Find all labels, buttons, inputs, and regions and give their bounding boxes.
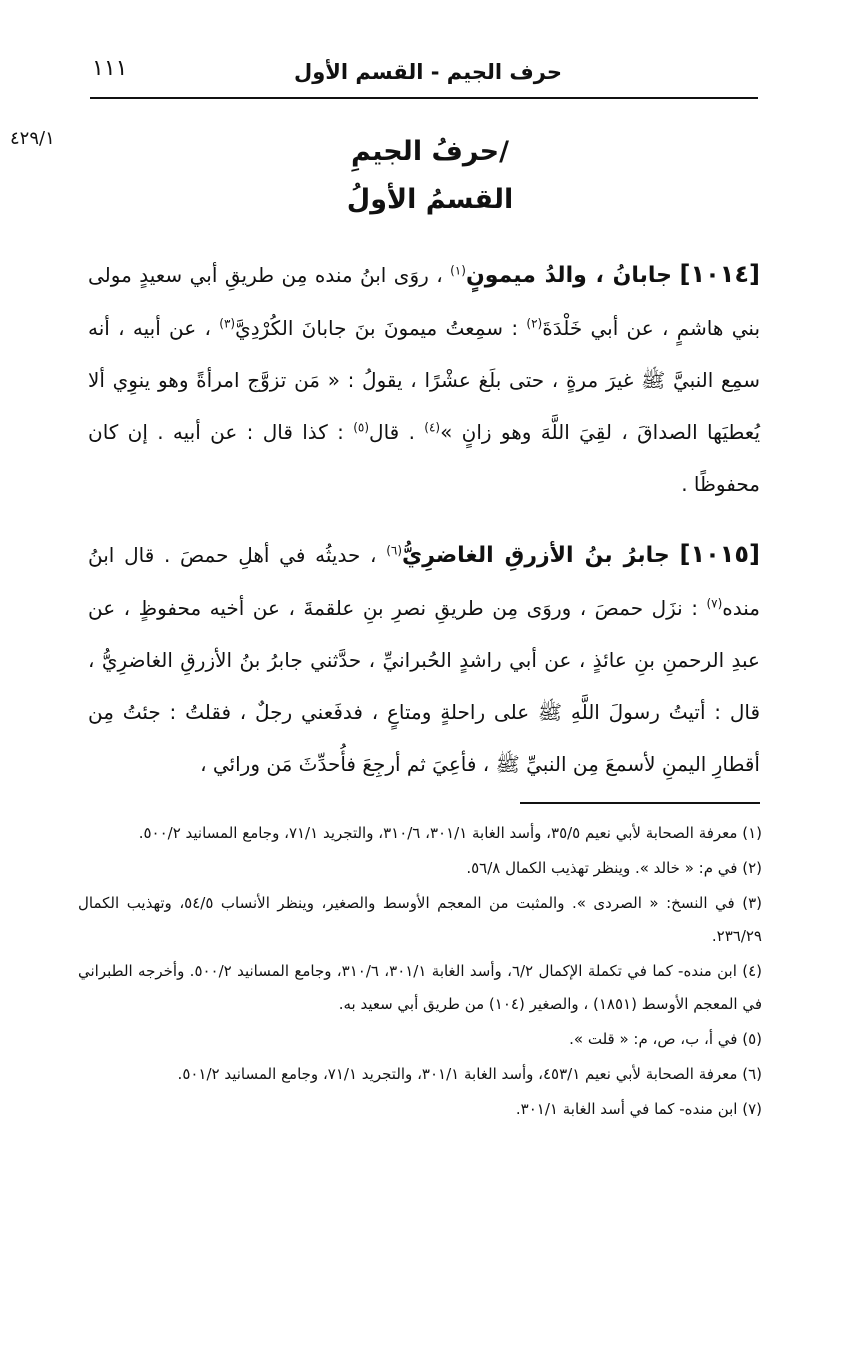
entry-text: . قال [369, 420, 415, 444]
footnote-1: (١) معرفة الصحابة لأبي نعيم ٣٥/٥، وأسد الغابة ٣٠١/١، ٣١٠/٦، والتجريد ٧١/١، وجامع المسانيد ٥٠٠/٢. [138, 824, 762, 842]
entry-text: ، روَى ابنُ منده مِن طريقِ أبي سعيدٍ مولى بني هاشمٍ ، عن أبي خَلْدَةَ [88, 263, 761, 340]
footnote-ref: (٧) [706, 596, 723, 611]
section-subtitle: القسمُ الأولُ [346, 184, 514, 215]
entry-number: [١٠١٥] [679, 540, 761, 568]
footnote-ref: (٦) [386, 543, 403, 558]
entry-text: ، عن أبيه ، أنه سمِع النبيَّ ﷺ غيرَ مرةٍ ، حتى بلَغ عشْرًا ، يقولُ : « مَن تزوَّج امرأةً وهو ينوِي ألا يُعطيَها الصداقَ ، لقِيَ اللَّهَ وهو زانٍ » [88, 316, 761, 444]
entry-text: : نزَل حمصَ ، وروَى مِن طريقِ نصرِ بنِ علقمةَ ، عن أخيه محفوظٍ ، عن عبدِ الرحمنِ بنِ عائذٍ ، عن أبي راشدٍ الحُبرانيِّ ، حدَّثني جابرُ بنُ الأزرقِ الغاضرِيُّ ، قال : أتيتُ رسولَ اللَّهِ ﷺ على راحلةٍ ومتاعٍ ، فدفَعني رجلٌ ، فقلتُ : جئتُ مِن أقطارِ اليمنِ لأسمعَ مِن النبيِّ ﷺ ، فأعِيَ ثم أرجِعَ فأُحدِّثَ مَن ورائي ، [88, 596, 760, 776]
entry-name: جابانُ ، والدُ ميمونٍ [465, 263, 673, 288]
entry-number: [١٠١٤] [679, 260, 760, 288]
entry-text: : سمِعتُ ميمونَ بنَ جابانَ الكُرْدِيَّ [235, 316, 519, 340]
main-text [88, 248, 760, 790]
footnotes [78, 817, 762, 1128]
footnote-ref: (٣) [219, 316, 236, 331]
running-header-title: حرف الجيم - القسم الأول [294, 60, 562, 84]
footnote-rule [520, 802, 760, 804]
footnote-6: (٦) معرفة الصحابة لأبي نعيم ٤٥٣/١، وأسد الغابة ٣٠١/١، والتجريد ٧١/١، وجامع المسانيد ٥٠١/٢. [177, 1065, 762, 1083]
margin-reference: ٤٢٩/١ [10, 128, 55, 149]
header-rule [90, 97, 758, 99]
footnote-5: (٥) في أ، ب، ص، م: « قلت ». [569, 1030, 762, 1048]
page-number: ١١١ [92, 56, 128, 81]
footnote-ref: (٥) [353, 420, 370, 435]
section-title: /حرفُ الجيمِ [351, 136, 509, 167]
footnote-7: (٧) ابن منده- كما في أسد الغابة ٣٠١/١. [515, 1100, 762, 1118]
footnote-4: (٤) ابن منده- كما في تكملة الإكمال ٦/٢، وأسد الغابة ٣٠١/١، ٣١٠/٦، وجامع المسانيد ٥٠٠/٢. وأخرجه الطبراني في المعجم الأوسط (١٨٥١) ، والصغير (١٠٤) من طريق أبي سعيد به. [78, 962, 762, 1013]
footnote-ref: (٢) [526, 316, 543, 331]
footnote-ref: (١) [450, 263, 466, 278]
entry-1015 [88, 528, 760, 790]
entry-name: جابرُ بنُ الأزرقِ الغاضرِيُّ [402, 543, 670, 568]
footnote-3: (٣) في النسخ: « الصردى ». والمثبت من المعجم الأوسط والصغير، وينظر الأنساب ٥٤/٥، وتهذيب الكمال ٢٣٦/٢٩. [78, 894, 762, 945]
footnote-2: (٢) في م: « خالد ». وينظر تهذيب الكمال ٥٦/٨. [466, 859, 762, 877]
entry-text: : كذا قال : عن أبيه . إن كان محفوظًا . [88, 420, 760, 496]
footnote-ref: (٤) [424, 420, 441, 435]
entry-1014 [88, 248, 760, 510]
entry-text: ، حديثُه في أهلِ حمصَ . قال ابنُ منده [88, 543, 760, 620]
